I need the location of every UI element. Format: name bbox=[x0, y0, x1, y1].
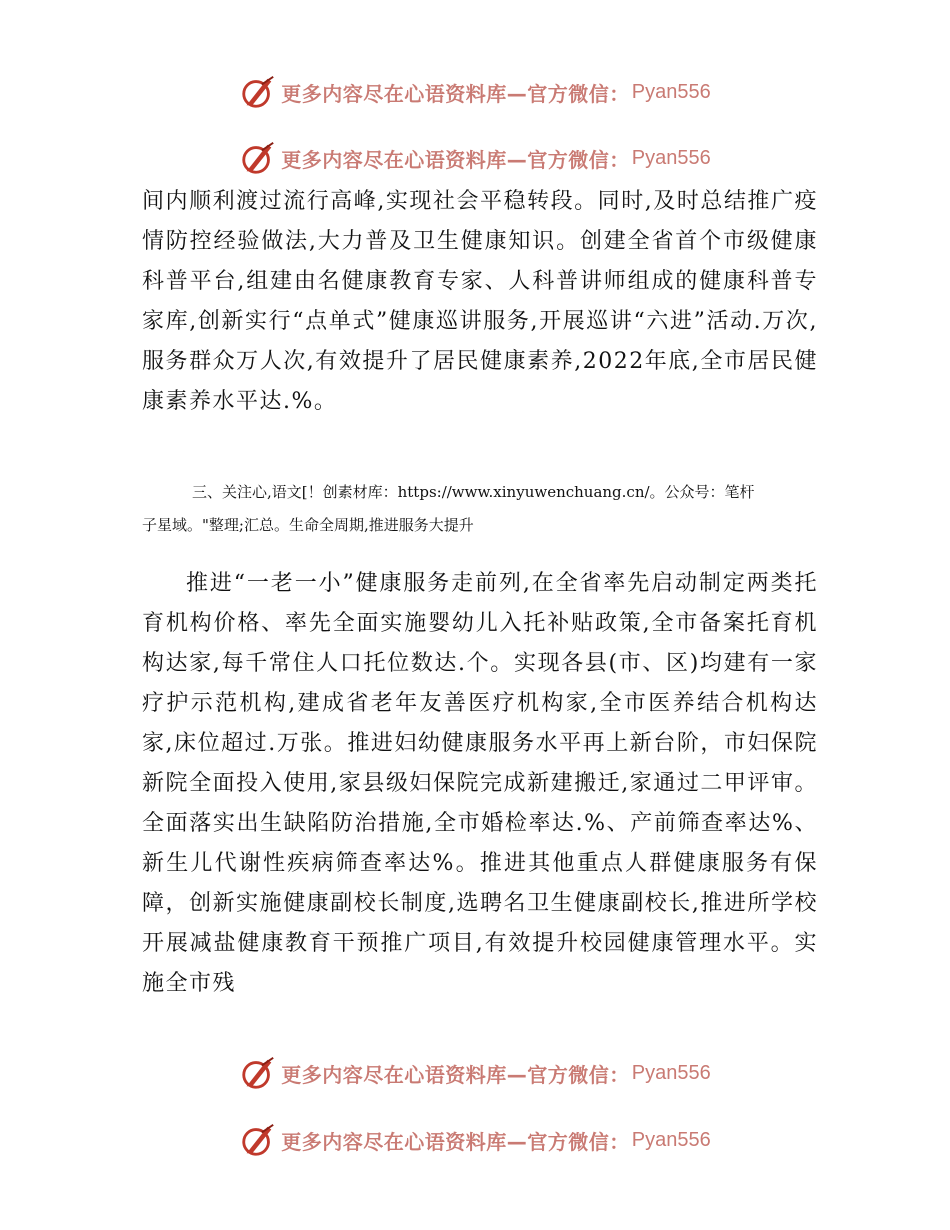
watermark-text: 更多内容尽在心语资料库—官方微信： bbox=[281, 1062, 630, 1087]
quill-logo-icon bbox=[239, 1054, 277, 1092]
quill-logo-icon bbox=[239, 1121, 277, 1159]
section-heading bbox=[142, 476, 818, 542]
body-paragraph-2: 推进“一老一小”健康服务走前列,在全省率先启动制定两类托育机构价格、率先全面实施婴幼儿入托补贴政策,全市备案托育机构达家,每千常住人口托位数达.个。实现各县(市、区)均建有一家疗护示范机构,建成省老年友善医疗机构家,全市医养结合机构达家,床位超过.万张。推进妇幼健康服务水平再上新台阶，市妇保院新院全面投入使用,家县级妇保院完成新建搬迁,家通过二甲评审。全面落实出生缺陷防治措施,全市婚检率达.%、产前筛查率达%、新生儿代谢性疾病筛查率达%。推进其他重点人群健康服务有保障，创新实施健康副校长制度,选聘名卫生健康副校长,推进所学校开展减盐健康教育干预推广项目,有效提升校园健康管理水平。实施全市残 bbox=[142, 571, 818, 996]
watermark-banner bbox=[0, 138, 950, 178]
quill-logo-icon bbox=[239, 139, 277, 177]
watermark-text: 更多内容尽在心语资料库—官方微信： bbox=[281, 81, 630, 106]
watermark-wechat-id: Pyan556 bbox=[631, 146, 711, 169]
quill-logo-icon bbox=[239, 73, 277, 111]
section-heading-line-2: 子星域。"整理;汇总。生命全周期,推进服务大提升 bbox=[142, 516, 474, 534]
watermark-wechat-id: Pyan556 bbox=[631, 80, 711, 103]
watermark-banner bbox=[0, 1120, 950, 1160]
watermark-wechat-id: Pyan556 bbox=[631, 1061, 711, 1084]
watermark-text: 更多内容尽在心语资料库—官方微信： bbox=[281, 1129, 630, 1154]
watermark-banner bbox=[0, 72, 950, 112]
section-heading-line-1: 三、关注心,语文[！创素材库：https://www.xinyuwenchuang.cn/。公众号：笔杆 bbox=[192, 483, 755, 501]
watermark-text: 更多内容尽在心语资料库—官方微信： bbox=[281, 147, 630, 172]
watermark-wechat-id: Pyan556 bbox=[631, 1128, 711, 1151]
body-paragraph-1: 间内顺利渡过流行高峰,实现社会平稳转段。同时,及时总结推广疫情防控经验做法,大力普及卫生健康知识。创建全省首个市级健康科普平台,组建由名健康教育专家、人科普讲师组成的健康科普专家库,创新实行“点单式”健康巡讲服务,开展巡讲“六进”活动.万次,服务群众万人次,有效提升了居民健康素养,2022年底,全市居民健康素养水平达.%。 bbox=[142, 189, 818, 414]
watermark-banner bbox=[0, 1053, 950, 1093]
